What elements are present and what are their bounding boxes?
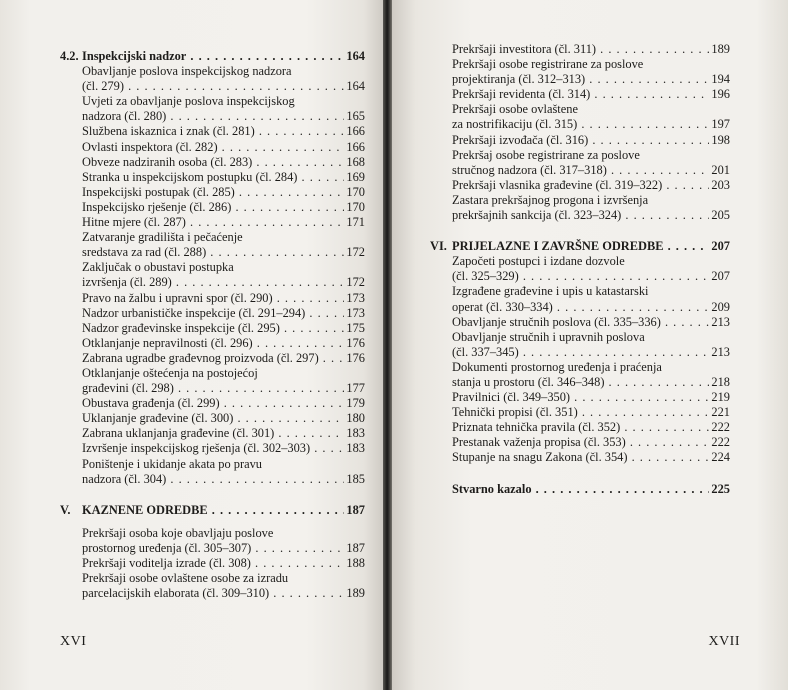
toc-page-number: 166	[346, 139, 365, 154]
toc-page-number: 164	[346, 49, 365, 63]
toc-entry-row	[82, 79, 365, 94]
toc-entry	[430, 254, 730, 284]
toc-entry	[60, 351, 365, 366]
toc-entry-title: Prekršaji voditelja izrade (čl. 308) . . .	[82, 556, 344, 571]
toc-entry-line: Prekršaji osobe registrirane za poslove	[452, 57, 644, 72]
toc-page-number: 172	[346, 275, 365, 290]
toc-entry-line: Prekršaji osobe ovlaštene	[452, 102, 578, 117]
toc-entry-row	[452, 315, 730, 330]
toc-entry-title: prostornog uređenja (čl. 305–307) . . .	[82, 541, 344, 556]
toc-entry-row	[452, 405, 730, 420]
toc-page-number: 225	[711, 481, 730, 496]
toc-entry	[60, 336, 365, 351]
toc-entry-title: KAZNENE ODREDBE . . .	[82, 503, 344, 518]
toc-section-heading	[60, 49, 365, 64]
toc-entry	[60, 291, 365, 306]
toc-page-number: 176	[346, 350, 365, 365]
toc-entry-row	[82, 155, 365, 170]
toc-entry	[60, 170, 365, 185]
toc-entry-row	[452, 300, 730, 315]
toc-entry-line: Prekršaji osoba koje obavljaju poslove	[82, 525, 274, 540]
toc-page-number: 209	[711, 299, 730, 314]
toc-entry-row	[82, 541, 365, 556]
toc-entry	[430, 315, 730, 330]
toc-entry-row	[82, 396, 365, 411]
toc-entry-title: operat (čl. 330–334) . . .	[452, 300, 709, 315]
toc-entry-title: Inspekcijsko rješenje (čl. 286) . . .	[82, 200, 344, 215]
toc-entry	[430, 284, 730, 314]
section-gap	[60, 487, 365, 503]
toc-page-number: 205	[711, 208, 730, 223]
toc-entry-row	[82, 170, 365, 185]
toc-entry-title: Zabrana ugradbe građevnog proizvoda (čl. 297) . . .	[82, 351, 344, 366]
toc-entry-title: stanja u prostoru (čl. 346–348) . . .	[452, 375, 709, 390]
toc-entry-row	[452, 117, 730, 132]
toc-page-number: 189	[711, 42, 730, 56]
toc-entry-title: stručnog nadzora (čl. 317–318) . . .	[452, 163, 709, 178]
toc-entry	[60, 321, 365, 336]
toc-page-number: 180	[346, 411, 365, 426]
toc-section-heading	[430, 239, 730, 254]
toc-entry	[60, 185, 365, 200]
toc-entry	[60, 200, 365, 215]
toc-left	[60, 49, 365, 601]
toc-section-heading	[60, 503, 365, 518]
toc-entry-title: Inspekcijski nadzor . . .	[82, 49, 344, 64]
toc-entry-line: Izgrađene građevine i upis u katastarski	[452, 284, 649, 299]
toc-entry-row	[452, 345, 730, 360]
toc-entry	[60, 306, 365, 321]
toc-entry-row	[452, 269, 730, 284]
toc-entry-title: prekršajnih sankcija (čl. 323–324) . . .	[452, 208, 709, 223]
toc-page-number: 169	[346, 169, 365, 184]
toc-entry-row	[82, 275, 365, 290]
toc-entry-row	[82, 472, 365, 487]
toc-entry	[430, 193, 730, 223]
toc-entry-title: Tehnički propisi (čl. 351) . . .	[452, 405, 709, 420]
toc-page-number: 207	[711, 239, 730, 254]
toc-entry-title: Zabrana uklanjanja građevine (čl. 301) . . .	[82, 426, 344, 441]
toc-entry-row	[452, 87, 730, 102]
toc-entry	[60, 155, 365, 170]
toc-entry-title: Stupanje na snagu Zakona (čl. 354) . . .	[452, 450, 709, 465]
toc-entry-line: Obavljanje stručnih i upravnih poslova	[452, 329, 645, 344]
toc-entry-row	[82, 351, 365, 366]
toc-page-number: 207	[711, 269, 730, 284]
toc-entry-row	[82, 200, 365, 215]
toc-right	[430, 42, 730, 497]
toc-page-number: 218	[711, 374, 730, 389]
toc-page-number: 201	[711, 162, 730, 177]
toc-entry-row	[452, 375, 730, 390]
toc-entry	[60, 441, 365, 456]
toc-page-number: 194	[711, 72, 730, 87]
toc-entry-row	[452, 42, 730, 57]
toc-entry-title: Obveze nadziranih osoba (čl. 283) . . .	[82, 155, 344, 170]
toc-page-number: 164	[346, 79, 365, 94]
toc-entry-title: (čl. 337–345) . . .	[452, 345, 709, 360]
toc-entry-row	[430, 239, 730, 254]
toc-entry	[430, 57, 730, 87]
toc-page-number: 224	[711, 450, 730, 465]
toc-entry	[430, 102, 730, 132]
toc-entry	[60, 124, 365, 139]
toc-entry-title: Prekršaji revidenta (čl. 314) . . .	[452, 87, 709, 102]
toc-entry	[60, 230, 365, 260]
toc-entry-title: Izvršenje inspekcijskog rješenja (čl. 302–303) . . .	[82, 441, 344, 456]
toc-page-number: 173	[346, 305, 365, 320]
toc-entry	[60, 94, 365, 124]
toc-entry	[430, 178, 730, 193]
toc-page-number: 185	[346, 471, 365, 486]
toc-entry-title: Stvarno kazalo . . .	[452, 482, 709, 497]
toc-entry-row	[452, 450, 730, 465]
toc-page-number: 177	[346, 381, 365, 396]
toc-page-number: 166	[346, 124, 365, 139]
toc-entry-title: sredstava za rad (čl. 288) . . .	[82, 245, 344, 260]
toc-entry-row	[82, 321, 365, 336]
toc-page-number: 173	[346, 290, 365, 305]
toc-entry-row	[82, 124, 365, 139]
toc-entry-row	[60, 503, 365, 518]
toc-entry-row	[452, 178, 730, 193]
toc-page-number: 176	[346, 335, 365, 350]
toc-entry	[60, 571, 365, 601]
toc-page-number: 213	[711, 344, 730, 359]
toc-entry-title: Hitne mjere (čl. 287) . . .	[82, 215, 344, 230]
toc-page-number: 179	[346, 396, 365, 411]
toc-entry-line: Zastara prekršajnog progona i izvršenja	[452, 192, 649, 207]
toc-entry-row	[452, 208, 730, 223]
toc-page-number: 222	[711, 420, 730, 435]
toc-entry	[430, 330, 730, 360]
toc-entry	[430, 42, 730, 57]
toc-entry-row	[82, 336, 365, 351]
toc-entry-title: građevini (čl. 298) . . .	[82, 381, 344, 396]
toc-entry-row	[452, 390, 730, 405]
toc-entry-row	[82, 586, 365, 601]
toc-entry-row	[82, 109, 365, 124]
toc-entry	[430, 87, 730, 102]
toc-entry	[60, 526, 365, 556]
toc-entry-line: Poništenje i ukidanje akata po pravu	[82, 456, 262, 471]
toc-entry-title: nadzora (čl. 280) . . .	[82, 109, 344, 124]
toc-entry-title: Prestanak važenja propisa (čl. 353) . . .	[452, 435, 709, 450]
toc-entry	[430, 405, 730, 420]
toc-entry-title: Prekršaji izvođača (čl. 316) . . .	[452, 133, 709, 148]
toc-entry	[60, 426, 365, 441]
toc-page-number: 222	[711, 435, 730, 450]
toc-entry	[60, 396, 365, 411]
right-page	[392, 0, 788, 690]
section-number: VI.	[430, 239, 447, 254]
toc-page-number: 183	[346, 426, 365, 441]
toc-entry-row	[82, 291, 365, 306]
toc-page-number: 219	[711, 390, 730, 405]
toc-entry	[430, 133, 730, 148]
toc-page-number: 175	[346, 320, 365, 335]
toc-entry-row	[82, 215, 365, 230]
toc-entry-row	[82, 556, 365, 571]
toc-entry-title: Otklanjanje nepravilnosti (čl. 296) . . .	[82, 336, 344, 351]
toc-page-number: 187	[346, 502, 365, 517]
toc-entry-line: Uvjeti za obavljanje poslova inspekcijskog	[82, 94, 295, 109]
toc-entry-title: projektiranja (čl. 312–313) . . .	[452, 72, 709, 87]
toc-entry-title: parcelacijskih elaborata (čl. 309–310) . . .	[82, 586, 344, 601]
toc-section-heading	[430, 482, 730, 497]
section-gap	[60, 518, 365, 526]
toc-entry-row	[82, 426, 365, 441]
toc-page-number: 189	[346, 586, 365, 601]
toc-page-number: 168	[346, 154, 365, 169]
page-number-right: XVII	[708, 634, 740, 649]
toc-entry-title: Inspekcijski postupak (čl. 285) . . .	[82, 185, 344, 200]
toc-page-number: 198	[711, 132, 730, 147]
toc-entry	[60, 64, 365, 94]
toc-entry-title: (čl. 279) . . .	[82, 79, 344, 94]
toc-entry-row	[452, 163, 730, 178]
toc-page-number: 171	[346, 215, 365, 230]
page-number-left: XVI	[60, 634, 87, 649]
toc-entry-line: Obavljanje poslova inspekcijskog nadzora	[82, 64, 292, 79]
toc-page-number: 187	[346, 540, 365, 555]
toc-page-number: 170	[346, 199, 365, 214]
toc-entry-title: Stranka u inspekcijskom postupku (čl. 284) . . .	[82, 170, 344, 185]
toc-entry-row	[452, 420, 730, 435]
toc-entry-row	[82, 381, 365, 396]
toc-entry	[60, 215, 365, 230]
toc-entry	[430, 360, 730, 390]
toc-entry-title: za nostrifikaciju (čl. 315) . . .	[452, 117, 709, 132]
toc-entry-row	[82, 411, 365, 426]
toc-entry-title: Pravo na žalbu i upravni spor (čl. 290) . . .	[82, 291, 344, 306]
section-number: 4.2.	[60, 49, 79, 63]
toc-entry-line: Dokumenti prostornog uređenja i praćenja	[452, 359, 662, 374]
toc-entry	[60, 366, 365, 396]
toc-entry-line: Otklanjanje oštećenja na postojećoj	[82, 365, 258, 380]
toc-entry-title: (čl. 325–329) . . .	[452, 269, 709, 284]
toc-entry	[60, 457, 365, 487]
toc-entry-line: Zaključak o obustavi postupka	[82, 260, 234, 275]
toc-page-number: 188	[346, 556, 365, 570]
toc-entry-line: Prekršaj osobe registrirane za poslove	[452, 147, 640, 162]
toc-page-number: 203	[711, 177, 730, 192]
toc-entry	[430, 435, 730, 450]
toc-entry-title: nadzora (čl. 304) . . .	[82, 472, 344, 487]
toc-entry	[430, 148, 730, 178]
toc-entry	[60, 140, 365, 155]
toc-entry-line: Zatvaranje gradilišta i pečaćenje	[82, 230, 243, 245]
toc-entry-row	[430, 482, 730, 497]
toc-entry-title: Uklanjanje građevine (čl. 300) . . .	[82, 411, 344, 426]
toc-page-number: 172	[346, 245, 365, 260]
toc-entry-title: Nadzor urbanističke inspekcije (čl. 291–294) . . .	[82, 306, 344, 321]
section-gap	[430, 466, 730, 482]
toc-entry-row	[452, 435, 730, 450]
section-gap	[430, 223, 730, 239]
toc-page-number: 170	[346, 184, 365, 199]
toc-page-number: 165	[346, 109, 365, 124]
toc-entry-row	[82, 245, 365, 260]
toc-entry-line: Prekršaji osobe ovlaštene osobe za izradu	[82, 571, 289, 586]
toc-entry-title: Nadzor građevinske inspekcije (čl. 295) . . .	[82, 321, 344, 336]
toc-entry-title: Ovlasti inspektora (čl. 282) . . .	[82, 140, 344, 155]
toc-entry-row	[60, 49, 365, 64]
toc-entry-row	[82, 185, 365, 200]
toc-entry-title: PRIJELAZNE I ZAVRŠNE ODREDBE . . .	[452, 239, 709, 254]
toc-entry-title: Prekršaji vlasnika građevine (čl. 319–322) . . .	[452, 178, 709, 193]
book-gutter	[383, 0, 392, 690]
toc-entry-title: Prekršaji investitora (čl. 311) . . .	[452, 42, 709, 57]
toc-entry-title: Službena iskaznica i znak (čl. 281) . . .	[82, 124, 344, 139]
toc-page-number: 213	[711, 314, 730, 329]
toc-entry	[430, 420, 730, 435]
toc-entry	[60, 556, 365, 571]
toc-entry-title: Obavljanje stručnih poslova (čl. 335–336) . . .	[452, 315, 709, 330]
toc-page-number: 221	[711, 405, 730, 420]
toc-entry	[60, 260, 365, 290]
toc-entry-row	[452, 133, 730, 148]
toc-entry-row	[82, 306, 365, 321]
toc-page-number: 197	[711, 117, 730, 132]
toc-entry-title: Obustava građenja (čl. 299) . . .	[82, 396, 344, 411]
toc-entry-row	[452, 72, 730, 87]
toc-entry	[430, 390, 730, 405]
toc-page-number: 196	[711, 87, 730, 102]
toc-entry-row	[82, 441, 365, 456]
toc-page-number: 183	[346, 441, 365, 456]
left-page	[0, 0, 383, 690]
toc-entry-title: izvršenja (čl. 289) . . .	[82, 275, 344, 290]
toc-entry	[430, 450, 730, 465]
section-number: V.	[60, 502, 71, 517]
toc-entry-row	[82, 140, 365, 155]
toc-entry-title: Priznata tehnička pravila (čl. 352) . . .	[452, 420, 709, 435]
toc-entry-title: Pravilnici (čl. 349–350) . . .	[452, 390, 709, 405]
toc-entry-line: Započeti postupci i izdane dozvole	[452, 254, 625, 269]
toc-entry	[60, 411, 365, 426]
